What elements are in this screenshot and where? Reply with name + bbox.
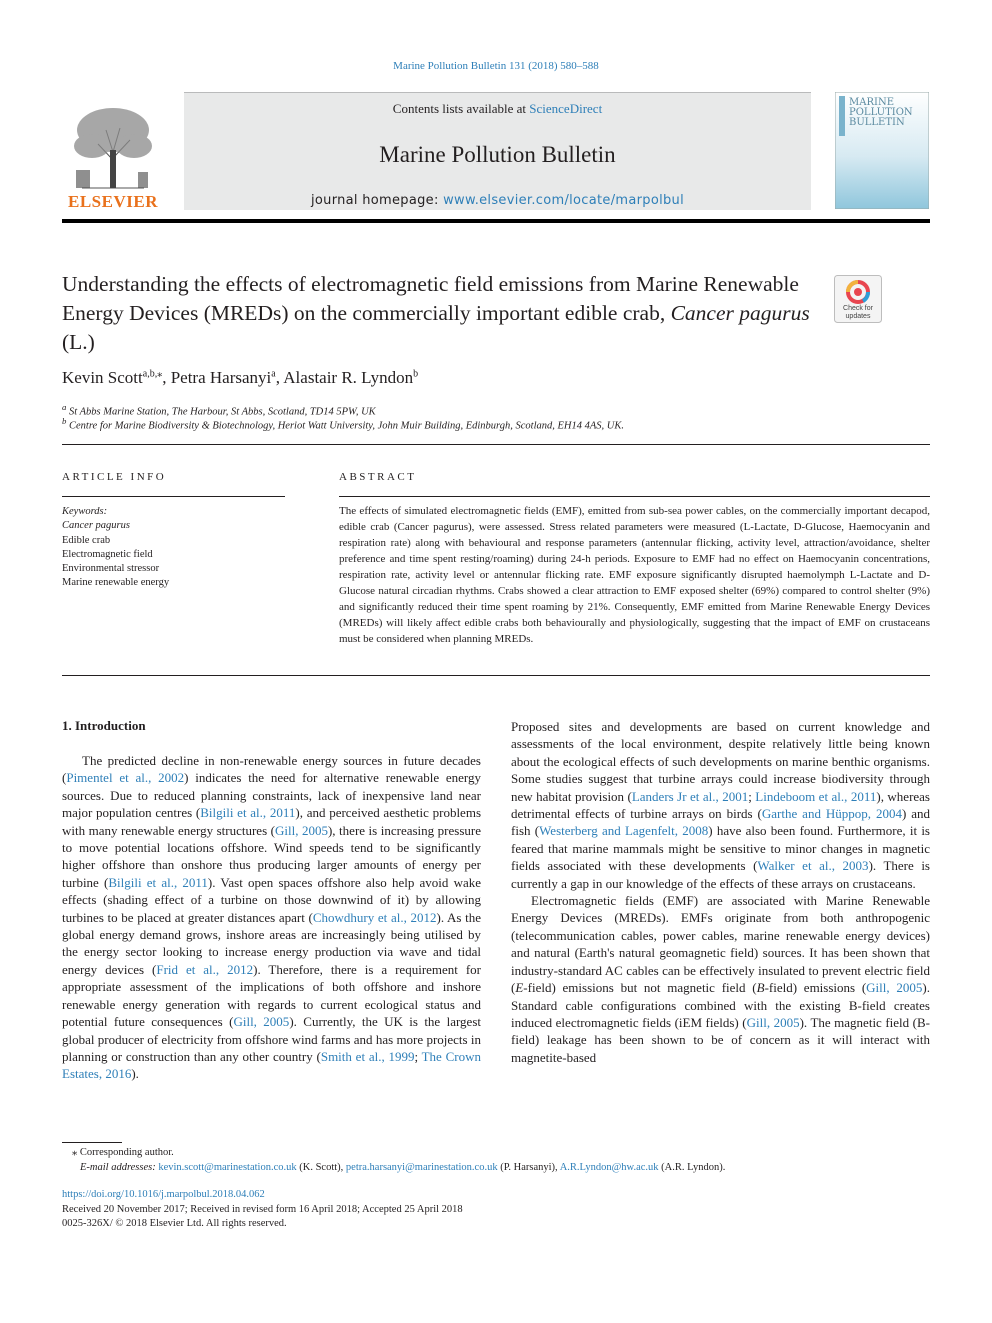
body-text: ; [414,1048,422,1064]
body-text: ). Standard cable configurations combined with the existing B-field creates induced electromagnetic fields (iEM fields) ( [511,980,930,1030]
body-paragraph [62,752,481,1083]
body-text: ) have also been found. Furthermore, it is feared that marine mammals might be sensitive to minor changes in magnetic fields associated with these developments ( [511,823,930,874]
email-owner: (P. Harsanyi), [497,1161,560,1173]
received-dates: Received 20 November 2017; Received in revised form 16 April 2018; Accepted 25 April 2018 [62,1203,463,1215]
abstract-text: The effects of simulated electromagnetic fields (EMF), emitted from sub-sea power cables, on the commercially important decapod, edible crab (Cancer pagurus), were assessed. Stress related parameters were measured (L-Lactate, D-Glucose, Haemocyanin and respiration rate) along with behavioural and response parameters (antennular flicking, activity level, attraction/avoidance, shelter preference and time spent resting/roaming) during 24-h periods. Exposure to EMF had no effect on Haemocyanin concentrations, respiration rate, activity level or antennular flicking rate. EMF exposure significantly disrupted haemolymph L-Lactate and D-Glucose natural circadian rhythms. Crabs showed a clear attraction to EMF exposed shelter (69%) compared to control shelter (9%) and significantly reduced their time spent roaming by 21%. Consequently, EMF emitted from Marine Renewable Energy Devices (MREDs) will likely affect edible crabs both behaviourally and physiologically, suggesting that the impact of EMF on crustaceans must be considered when planning MREDs. [339,505,930,645]
citation-link[interactable]: Gill, 2005 [866,980,923,996]
keyword-item: Cancer pagurus [62,520,130,532]
author-affiliation-marker[interactable]: a [271,368,276,380]
divider [339,496,930,497]
citation-link[interactable]: Frid et al., 2012 [156,961,254,977]
keyword-item: Electromagnetic field [62,548,153,560]
body-text: The predicted decline in non-renewable energy sources in future decades ( [62,753,481,786]
citation-link[interactable]: Landers Jr et al., 2001 [631,788,749,804]
author-affiliation-marker[interactable]: a,b,⁎ [142,368,163,380]
body-text: ) indicates the need for alternative renewable energy sources. Due to reduced planning constraints, lack of inexpensive land near major population centres ( [62,770,481,821]
email-link[interactable]: A.R.Lyndon@hw.ac.uk [559,1161,659,1173]
body-paragraph [511,892,930,1066]
body-text: ). There is currently a gap in our knowledge of the effects of these arrays on crustaceans. [511,858,930,891]
section-heading-introduction: 1. Introduction [62,718,146,733]
body-text: ), there is increasing pressure to move potential locations offshore. Wind speeds tend to be significantly higher offshore than onshore thus producing larger amounts of energy per turbine ( [62,822,481,890]
check-updates-label: Check for updates [843,305,873,320]
body-text: -field) emissions ( [764,980,867,996]
affiliation-text: St Abbs Marine Station, The Harbour, St Abbs, Scotland, TD14 5PW, UK [69,406,376,418]
author-name[interactable]: Kevin Scott [62,368,143,387]
body-text: ). The magnetic field (B-field) leakage has been shown to be of concern as it will interact with magnetite-based [511,1014,930,1065]
header-rule [62,219,930,223]
affiliation [62,416,624,432]
citation-link[interactable]: The Crown Estates, 2016 [62,1048,481,1082]
article-title [62,270,822,357]
email-owner: (A.R. Lyndon). [658,1161,726,1173]
journal-citation[interactable]: Marine Pollution Bulletin 131 (2018) 580–588 [393,60,599,72]
author-affiliation-marker[interactable]: b [413,368,419,380]
body-text: Electromagnetic fields (EMF) are associated with Marine Renewable Energy Devices (MREDs). EMFs originate from both anthropogenic (telecommunication cables, power cables, marine renewable energy devices) and natural (Earth's natural geomagnetic field) sources. It has been shown that industry-standard AC cables can be effectively insulated to prevent electric field ( [511,893,930,996]
body-text: ). As the global energy demand grows, inshore areas are increasingly being utilised by the energy sector looking to increase energy production via wave and tidal energy devices ( [62,909,481,977]
body-text: Proposed sites and developments are based on current knowledge and assessments of the local environment, despite relatively little being known about the ecological effects of such developments on marine benthic organisms. Some studies suggest that turbine arrays could increase biodiversity through new habitat provision ( [511,719,930,804]
email-owner: (K. Scott), [296,1161,346,1173]
citation-link[interactable]: Gill, 2005 [274,822,328,838]
homepage-prefix: journal homepage: [310,193,444,208]
keywords-heading: Keywords: [62,506,108,517]
citation-link[interactable]: Bilgili et al., 2011 [200,805,296,821]
keywords-block [62,505,292,591]
footnotes [62,1146,725,1175]
body-text: ), and perceived aesthetic problems with many renewable energy structures ( [62,805,482,838]
journal-name: Marine Pollution Bulletin [379,142,616,167]
body-text: ), whereas detrimental effects of turbine arrays on birds ( [511,788,930,822]
divider [62,675,930,676]
author-list: Kevin Scott$^{a,b,⁎}$, Petra Harsanyi$^a$, Alastair R. Lyndon$^b$ [62,368,419,387]
contents-prefix: Contents lists available at [392,101,530,116]
footer-meta [62,1188,463,1232]
citation-link[interactable]: Lindeboom et al., 2011 [755,788,877,804]
cover-title-text: MARINE POLLUTION BULLETIN [849,97,913,128]
journal-homepage [184,193,811,208]
keyword-item: Edible crab [62,534,111,546]
body-paragraph [511,718,930,892]
doi-link[interactable]: https://doi.org/10.1016/j.marpolbul.2018.04.062 [62,1189,265,1200]
citation-link[interactable]: Westerberg and Lagenfelt, 2008 [539,823,709,839]
affiliation-key: a [62,402,67,412]
body-text: ). Therefore, there is a requirement for appropriate assessment of the implications of both offshore and inshore renewable energy generation with regards to current ecological status and potential future consequences ( [62,961,482,1030]
citation-link[interactable]: Garthe and Hüppop, 2004 [761,806,902,822]
body-text: ). Vast open spaces offshore also help avoid wake effects (shading effect of a turbine on those downwind of it) by allowing turbines to be placed at greater distances apart ( [62,874,481,925]
check-for-updates-badge[interactable] [834,275,882,323]
email-label: E-mail addresses: [80,1161,159,1173]
footnote-rule [62,1142,122,1143]
homepage-link[interactable]: www.elsevier.com/locate/marpolbul [443,193,684,208]
copyright-line: 0025-326X/ © 2018 Elsevier Ltd. All rights reserved. [62,1218,287,1229]
title-species: Cancer pagurus [670,301,810,325]
affiliation-text: Centre for Marine Biodiversity & Biotechnology, Heriot Watt University, John Muir Building, Edinburgh, Scotland, EH14 4AS, UK. [69,420,624,432]
body-text: ; [748,788,756,804]
citation-link[interactable]: Smith et al., 1999 [320,1048,415,1064]
email-addresses [62,1161,725,1176]
elsevier-wordmark: ELSEVIER [68,192,158,211]
email-link[interactable]: kevin.scott@marinestation.co.uk [158,1161,297,1173]
divider [62,444,930,445]
body-text: ). Currently, the UK is the largest global producer of electricity from offshore wind farms and has more projects in planning or construction than any other country ( [62,1014,481,1064]
italic-text: B [756,980,765,996]
abstract-heading: ABSTRACT [339,471,417,483]
body-column-left [62,752,481,1083]
email-link[interactable]: petra.harsanyi@marinestation.co.uk [345,1161,498,1173]
citation-link[interactable]: Gill, 2005 [746,1014,800,1030]
citation-link[interactable]: Gill, 2005 [233,1014,290,1030]
citation-link[interactable]: Walker et al., 2003 [757,858,869,874]
author-name[interactable]: Alastair R. Lyndon [283,368,414,387]
keyword-item: Environmental stressor [62,563,160,575]
body-column-right [511,718,930,1066]
contents-line [184,101,811,117]
author-name[interactable]: Petra Harsanyi [170,368,272,387]
article-info-heading: ARTICLE INFO [62,471,167,483]
body-text: -field) emissions but not magnetic field ( [523,980,757,996]
italic-text: E [515,980,524,996]
title-main: Understanding the effects of electromagnetic field emissions from Marine Renewable Energy Devices (MREDs) on the commercially important edible crab, [62,272,799,325]
elsevier-logo [62,100,164,212]
citation-link[interactable]: Bilgili et al., 2011 [108,874,208,890]
citation-link[interactable]: Pimentel et al., 2002 [66,770,185,786]
body-text: ). [131,1066,139,1082]
body-text: ) and fish ( [511,806,930,839]
citation-link[interactable]: Chowdhury et al., 2012 [312,909,437,925]
title-end: (L.) [62,330,95,354]
journal-cover-thumbnail[interactable] [835,92,929,209]
divider [62,496,285,497]
keyword-item: Marine renewable energy [62,577,170,589]
sciencedirect-link[interactable]: ScienceDirect [529,101,603,116]
affiliation-key: b [62,416,67,426]
corresponding-author-note: ⁎ Corresponding author. [72,1147,174,1158]
